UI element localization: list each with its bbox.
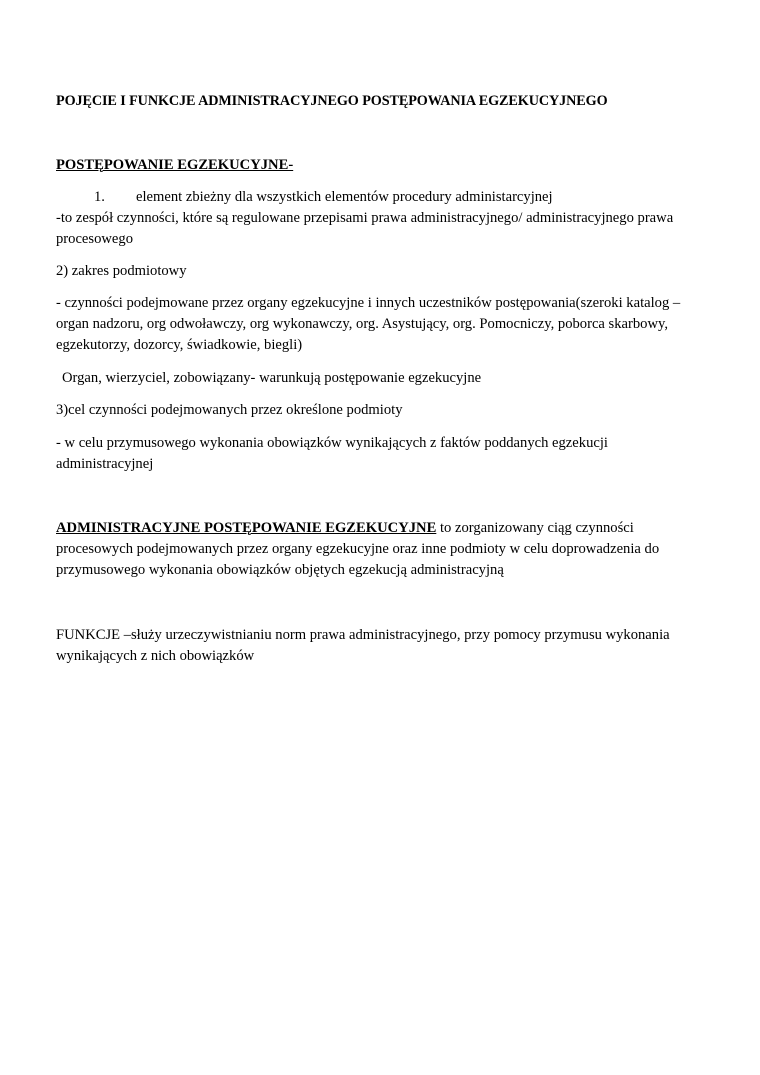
scope-label: 2) zakres podmiotowy xyxy=(56,263,187,279)
admin-definition-term: ADMINISTRACYJNE POSTĘPOWANIE EGZEKUCYJNE xyxy=(56,520,437,536)
list-item-number: 1. xyxy=(94,189,105,205)
list-item xyxy=(94,187,694,208)
goal-label: 3)cel czynności podejmowanych przez określone podmioty xyxy=(56,402,403,418)
scope-paragraph: - czynności podejmowane przez organy egzekucyjne i innych uczestników postępowania(szeroki katalog – organ nadzoru, org odwoławczy, org wykonawczy, org. Asystujący, org. Pomocniczy, poborca skarbowy, egzekutorzy, dozorcy, świadkowie, biegli) xyxy=(56,295,681,353)
definition-paragraph: -to zespół czynności, które są regulowane przepisami prawa administracyjnego/ administracyjnego prawa procesowego xyxy=(56,210,674,247)
goal-paragraph: - w celu przymusowego wykonania obowiązków wynikających z faktów poddanych egzekucji administracyjnej xyxy=(56,435,608,472)
section-heading: POSTĘPOWANIE EGZEKUCYJNE- xyxy=(56,157,294,173)
parties-paragraph: Organ, wierzyciel, zobowiązany- warunkują postępowanie egzekucyjne xyxy=(62,370,482,386)
list-item-text: element zbieżny dla wszystkich elementów procedury administarcyjnej xyxy=(136,189,553,205)
admin-definition-text: to zorganizowany ciąg czynności procesowych podejmowanych przez organy egzekucyjne oraz inne podmioty w celu doprowadzenia do przymusowego wykonania obowiązków objętych egzekucją administracyjną xyxy=(56,520,660,578)
functions-paragraph: FUNKCJE –służy urzeczywistnianiu norm prawa administracyjnego, przy pomocy przymusu wykonania wynikających z nich obowiązków xyxy=(56,627,670,664)
document-title: POJĘCIE I FUNKCJE ADMINISTRACYJNEGO POSTĘPOWANIA EGZEKUCYJNEGO xyxy=(56,93,608,109)
admin-definition-paragraph xyxy=(56,518,706,581)
